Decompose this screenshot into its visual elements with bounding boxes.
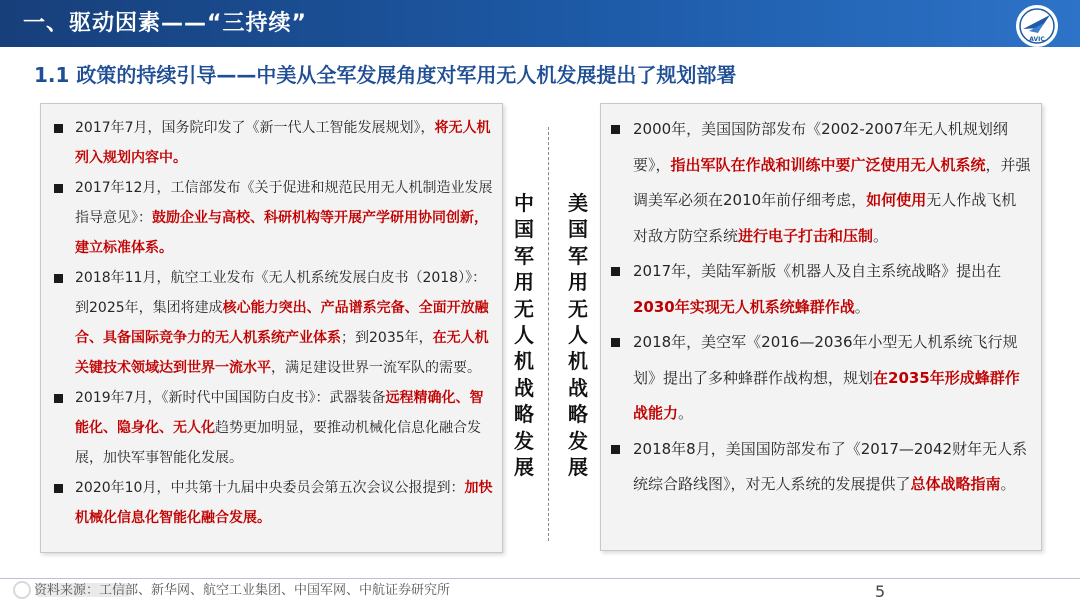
square-bullet-icon <box>54 394 63 403</box>
body-text: 2020年10月，中共第十九届中央委员会第五次会议公报提到： <box>75 480 465 496</box>
body-text: 。 <box>873 226 889 245</box>
body-text: ；到2035年， <box>341 330 433 346</box>
us-policy-item <box>633 432 1031 503</box>
body-text: 2000年，美国国防部发布《2002-2007年无人机规划纲要》， <box>633 120 1008 174</box>
body-text: ，并强调美军必须在2010年前仔细考虑， <box>633 155 1031 209</box>
china-policy-panel <box>40 103 503 553</box>
us-policy-panel <box>600 103 1042 551</box>
us-strategy-vertical-label: 美国军用无人机战略发展 <box>568 191 588 480</box>
highlighted-text: 远程精确化、智能化、隐身化、无人化 <box>75 390 484 436</box>
highlighted-text: 加快机械化信息化智能化融合发展。 <box>75 480 493 526</box>
china-strategy-vertical-label: 中国军用无人机战略发展 <box>514 191 534 480</box>
highlighted-text: 将无人机列入规划内容中。 <box>75 120 491 166</box>
china-policy-list <box>41 104 502 533</box>
page-number: 5 <box>875 582 886 601</box>
square-bullet-icon <box>54 124 63 133</box>
us-policy-item <box>633 112 1031 254</box>
china-policy-item <box>75 173 496 263</box>
square-bullet-icon <box>611 125 620 134</box>
highlighted-text: 核心能力突出、产品谱系完备、全面开放融合、具备国际竞争力的无人机系统产业体系 <box>75 300 489 346</box>
highlighted-text: 鼓励企业与高校、科研机构等开展产学研用协同创新，建立标准体系。 <box>75 210 488 256</box>
body-text: 。 <box>854 297 870 316</box>
us-policy-item <box>633 254 1031 325</box>
china-policy-item <box>75 473 496 533</box>
section-title: 一、驱动因素——“三持续” <box>23 11 307 36</box>
body-text: 无人作战飞机对敌方防空系统 <box>633 191 1017 245</box>
footer-source: 资料来源：工信部、新华网、航空工业集团、中国军网、中航证券研究所 <box>34 583 451 598</box>
square-bullet-icon <box>54 274 63 283</box>
body-text: 。 <box>1000 475 1016 493</box>
highlighted-text: 在2035年形成蜂群作战能力 <box>633 368 1020 422</box>
square-bullet-icon <box>611 445 620 454</box>
body-text: ，满足建设世界一流军队的需要。 <box>271 360 481 376</box>
highlighted-text: 总体战略指南 <box>910 475 1001 493</box>
body-text: 2017年，美陆军新版《机器人及自主系统战略》提出在 <box>633 262 1002 280</box>
body-text: 2018年，美空军《2016—2036年小型无人机系统飞行规划》提出了多种蜂群作战构想，规划 <box>633 333 1018 387</box>
square-bullet-icon <box>54 484 63 493</box>
body-text: 趋势更加明显，要推动机械化信息化融合发展，加快军事智能化发展。 <box>75 420 481 466</box>
highlighted-text: 如何使用 <box>866 191 927 209</box>
body-text: 2017年7月，国务院印发了《新一代人工智能发展规划》， <box>75 120 435 136</box>
avic-logo <box>1014 3 1060 49</box>
highlighted-text: 进行电子打击和压制 <box>738 226 874 245</box>
center-divider <box>548 127 549 541</box>
china-policy-item <box>75 263 496 383</box>
body-text: 2018年11月，航空工业发布《无人机系统发展白皮书（2018）》：到2025年，集团将建成 <box>75 270 487 316</box>
china-policy-item <box>75 113 496 173</box>
body-text: 2018年8月，美国国防部发布了《2017—2042财年无人系统综合路线图》，对无人系统的发展提供了 <box>633 439 1028 493</box>
us-policy-list <box>601 104 1041 503</box>
body-text: 。 <box>678 404 694 422</box>
highlighted-text: 2030年实现无人机系统蜂群作战 <box>633 297 855 316</box>
logo-text: AVIC <box>1029 36 1045 43</box>
footer-divider <box>0 578 1080 579</box>
highlighted-text: 在无人机关键技术领域达到世界一流水平 <box>75 330 489 376</box>
page-subtitle: 1.1 政策的持续引导——中美从全军发展角度对军用无人机发展提出了规划部署 <box>34 63 737 87</box>
body-text: 2017年12月，工信部发布《关于促进和规范民用无人机制造业发展指导意见》： <box>75 180 493 226</box>
us-policy-item <box>633 325 1031 432</box>
square-bullet-icon <box>611 338 620 347</box>
highlighted-text: 指出军队在作战和训练中要广泛使用无人机系统 <box>670 155 986 174</box>
body-text: 2019年7月，《新时代中国国防白皮书》：武器装备 <box>75 390 386 406</box>
china-policy-item <box>75 383 496 473</box>
square-bullet-icon <box>611 267 620 276</box>
square-bullet-icon <box>54 184 63 193</box>
